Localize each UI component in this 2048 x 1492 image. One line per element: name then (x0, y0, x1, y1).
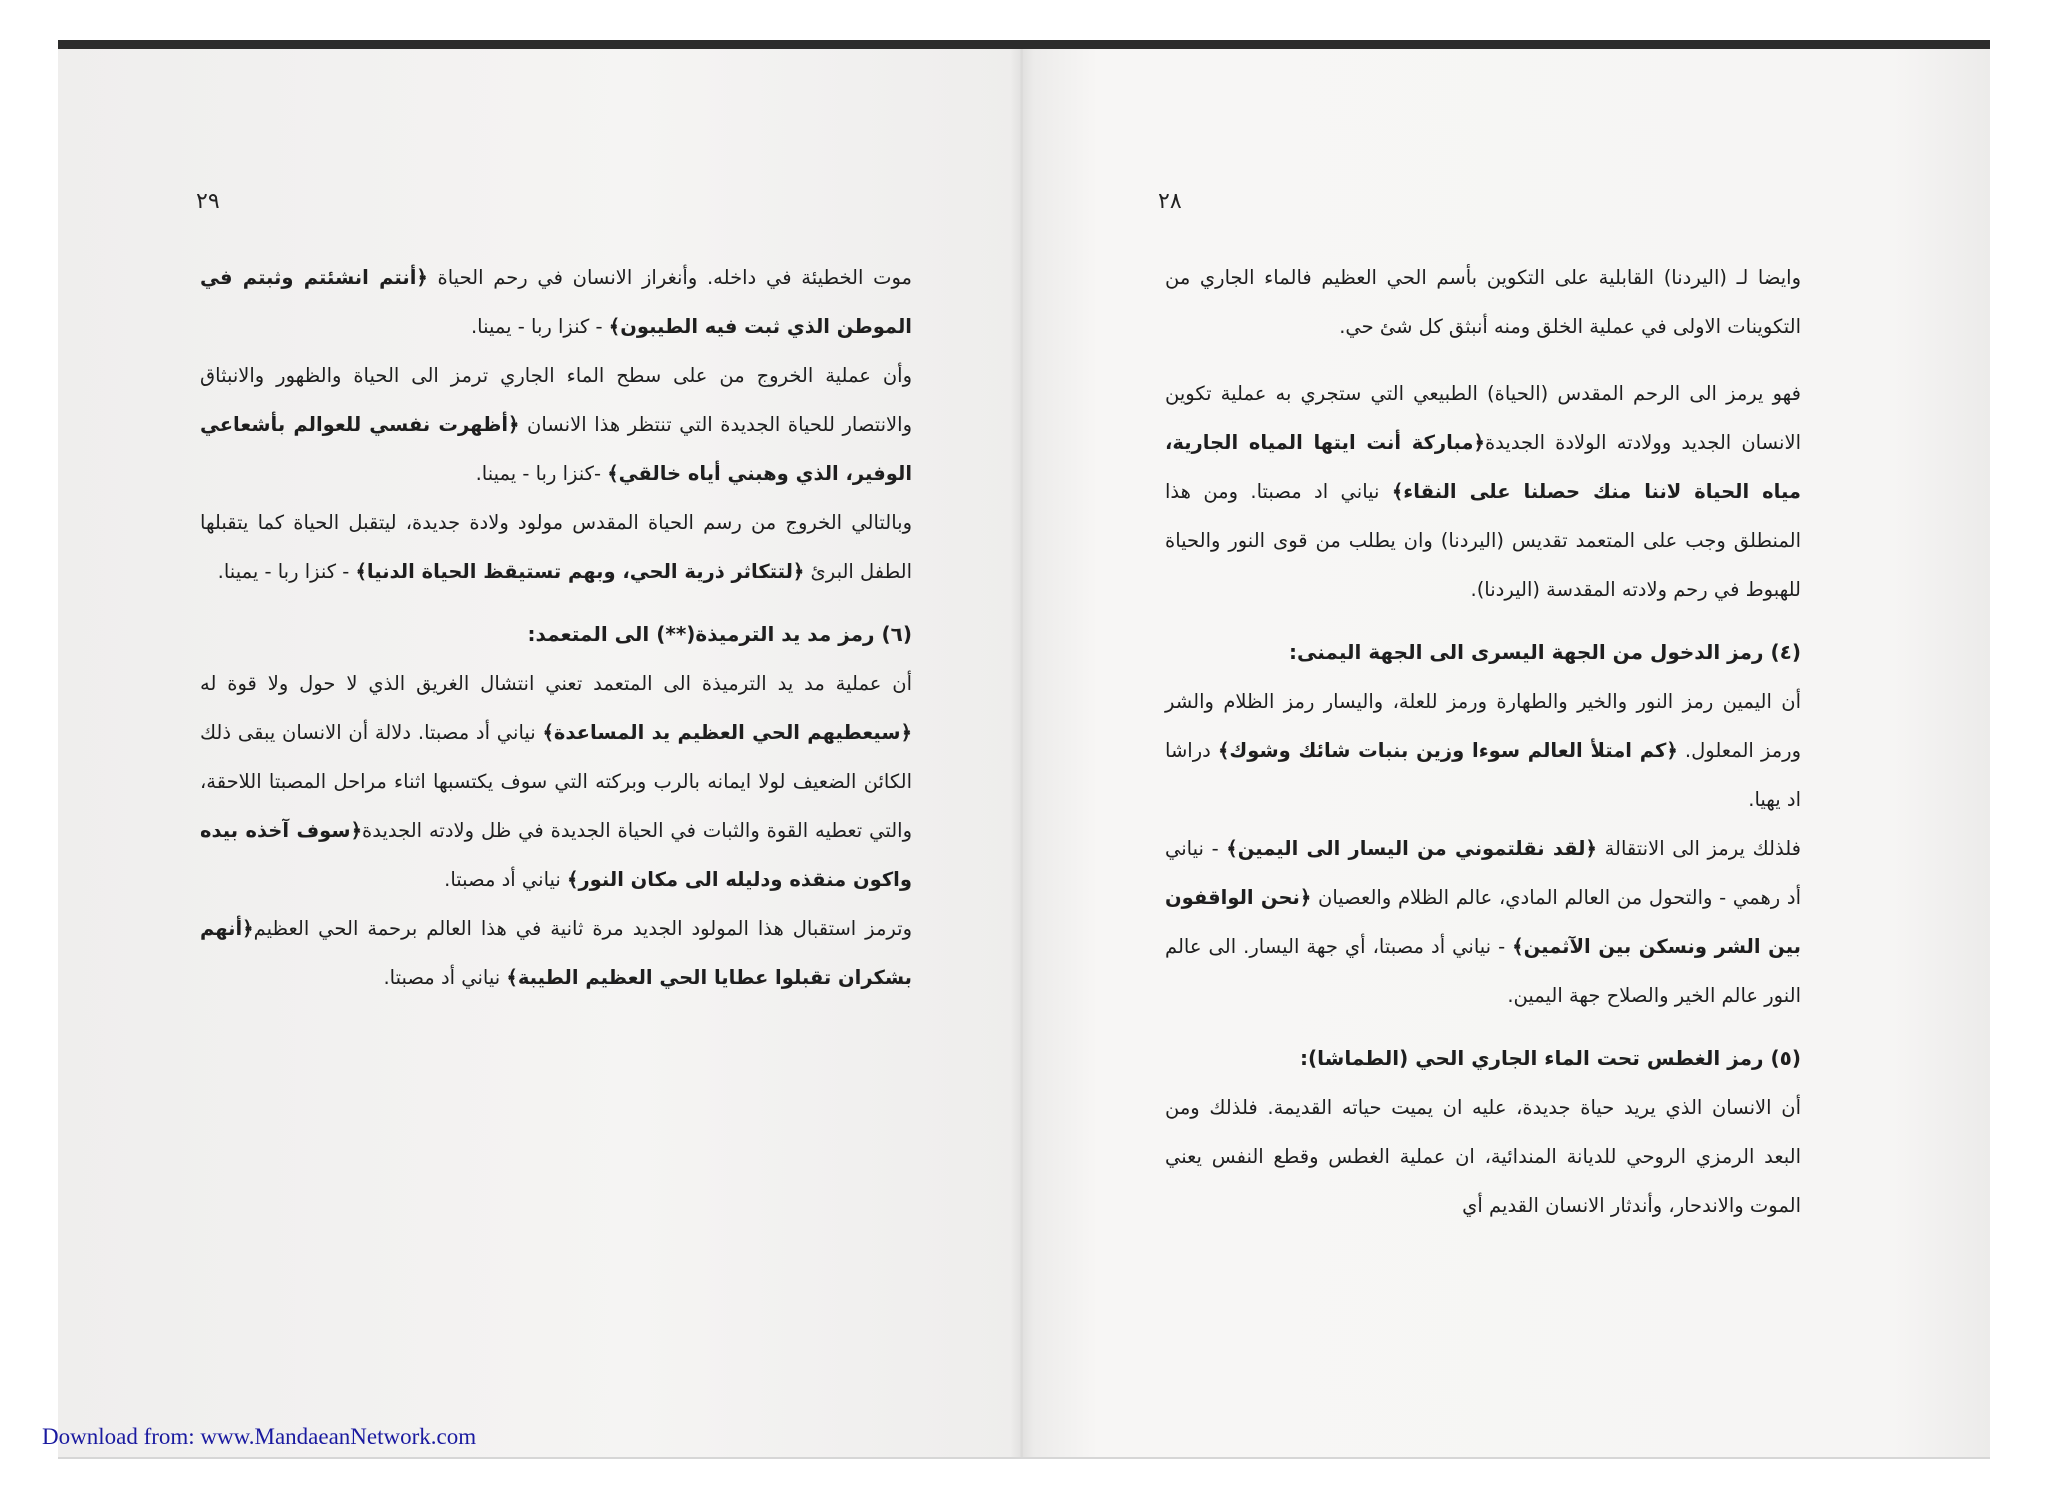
paragraph (1165, 253, 1801, 351)
text-run: وترمز استقبال هذا المولود الجديد مرة ثانية في هذا العالم برحمة الحي العظيم (253, 917, 912, 940)
text-run: نياني أد مصبتا. دلالة أن الانسان يبقى ذلك الكائن الضعيف لولا ايمانه بالرب وبركته التي سوف يكتسبها اثناء مراحل المصبتا اللاحقة، والتي تعطيه القوة والثبات في الحياة الجديدة في ظل ولادته الجديدة (200, 721, 912, 842)
text-run: نياني أد مصبتا. (444, 868, 568, 891)
text-run: نياني اد مصبتا. ومن هذا المنطلق وجب على المتعمد تقديس (اليردنا) وان يطلب من قوى النور والحياة للهبوط في رحم ولادته المقدسة (اليردنا). (1165, 480, 1801, 601)
text-run: وبالتالي الخروج من رسم الحياة المقدس مولود ولادة جديدة، ليتقبل الحياة كما يتقبلها الطفل البرئ (200, 511, 912, 583)
text-run: -كنزا ربا - يمينا. (475, 462, 608, 485)
quotation: ﴿نحن الواقفون بين الشر ونسكن بين الآثمين﴾ (1165, 886, 1801, 958)
text-run: نياني أد مصبتا. (383, 966, 507, 989)
text-run: - نياني أد رهمي - والتحول من العالم المادي، عالم الظلام والعصيان (1165, 837, 1801, 909)
text-run: أن اليمين رمز النور والخير والطهارة ورمز للعلة، واليسار رمز الظلام والشر ورمز المعلول. (1165, 690, 1802, 762)
text-run: وايضا لـ (اليردنا) القابلية على التكوين بأسم الحي العظيم فالماء الجاري من التكوينات الاولى في عملية الخلق ومنه أنبثق كل شئ حي. (1165, 266, 1801, 338)
text-run: أن الانسان الذي يريد حياة جديدة، عليه ان يميت حياته القديمة. فلذلك ومن البعد الرمزي الروحي للديانة المندائية، ان عملية الغطس وقطع النفس يعني الموت والاندحار، وأندثار الانسان القديم أي (1165, 1096, 1801, 1217)
scanned-book-spread (58, 40, 1990, 1457)
paragraph (200, 659, 912, 904)
text-run: فهو يرمز الى الرحم المقدس (الحياة) الطبيعي التي ستجري به عملية تكوين الانسان الجديد وولادته الولادة الجديدة (1165, 382, 1801, 454)
text-run: - كنزا ربا - يمينا. (470, 315, 609, 338)
section-heading: (٤) رمز الدخول من الجهة اليسرى الى الجهة اليمنى: (1289, 640, 1801, 664)
quotation: ﴿أنتم انشئتم وثبتم في الموطن الذي ثبت فيه الطيبون﴾ (200, 266, 912, 338)
download-link[interactable]: Download from: www.MandaeanNetwork.com (42, 1424, 477, 1449)
section-heading: (٦) رمز مد يد الترميذة(**) الى المتعمد: (527, 622, 912, 646)
quotation: ﴿سيعطيهم الحي العظيم يد المساعدة﴾ (542, 721, 912, 744)
page-number-right: ٢٨ (1158, 189, 1182, 214)
paragraph (200, 498, 912, 596)
quotation: ﴿كم امتلأ العالم سوءا وزين بنبات شائك وشوك﴾ (1217, 739, 1678, 762)
paragraph (200, 351, 912, 498)
right-page (1020, 49, 1990, 1457)
paragraph (1165, 1083, 1801, 1230)
quotation: ﴿أظهرت نفسي للعوالم بأشعاعي الوفير، الذي وهبني أياه خالقي﴾ (200, 413, 912, 485)
paragraph (1165, 369, 1801, 614)
right-page-text (1165, 253, 1801, 1230)
quotation: ﴿لتتكاثر ذرية الحي، وبهم تستيقظ الحياة الدنيا﴾ (355, 560, 805, 583)
paragraph (200, 904, 912, 1002)
left-page (58, 49, 1020, 1457)
paragraph (1165, 824, 1801, 1020)
quotation: ﴿مباركة أنت ايتها المياه الجارية، مياه الحياة لاننا منك حصلنا على النقاء﴾ (1165, 431, 1801, 503)
quotation: ﴿لقد نقلتموني من اليسار الى اليمين﴾ (1226, 837, 1597, 860)
text-run: موت الخطيئة في داخله. وأنغراز الانسان في رحم الحياة (427, 266, 912, 289)
text-run: أن عملية مد يد الترميذة الى المتعمد تعني انتشال الغريق الذي لا حول ولا قوة له (200, 672, 912, 695)
paragraph (1165, 677, 1801, 824)
quotation: ﴿أنهم بشكران تقبلوا عطايا الحي العظيم الطيبة﴾ (200, 917, 912, 989)
section-heading: (٥) رمز الغطس تحت الماء الجاري الحي (الطماشا): (1300, 1046, 1801, 1070)
paragraph (200, 253, 912, 351)
left-page-text (200, 253, 912, 1002)
page-number-left: ٢٩ (196, 189, 220, 214)
text-run: دراشا اد يهيا. (1165, 739, 1801, 811)
text-run: فلذلك يرمز الى الانتقالة (1596, 837, 1801, 860)
quotation: ﴿سوف آخذه بيده واكون منقذه ودليله الى مكان النور﴾ (200, 819, 912, 891)
text-run: - نياني أد مصبتا، أي جهة اليسار. الى عالم النور عالم الخير والصلاح جهة اليمين. (1165, 935, 1801, 1007)
book-gutter (1010, 49, 1034, 1457)
text-run: - كنزا ربا - يمينا. (217, 560, 356, 583)
text-run: وأن عملية الخروج من على سطح الماء الجاري ترمز الى الحياة والظهور والانبثاق والانتصار للحياة الجديدة التي تنتظر هذا الانسان (200, 364, 912, 436)
